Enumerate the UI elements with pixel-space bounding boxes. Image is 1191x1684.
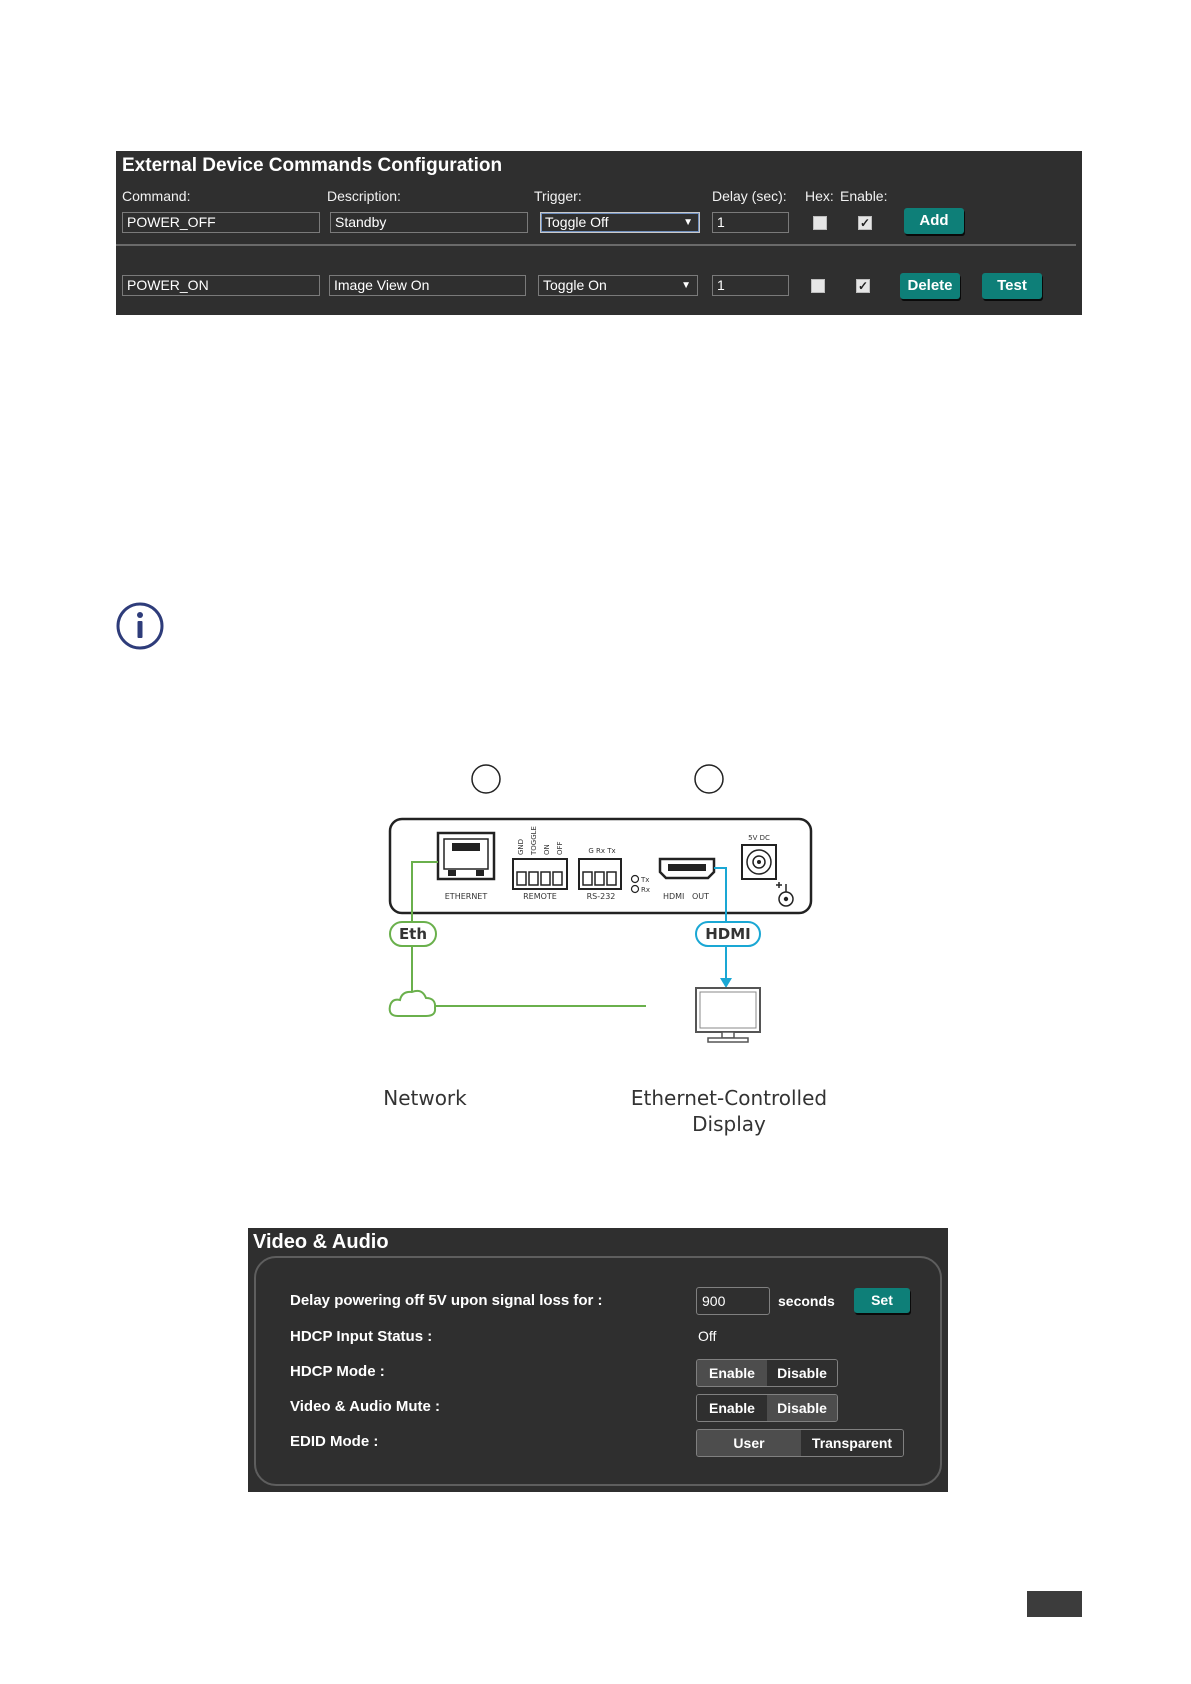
rs232-pin-labels: G Rx Tx bbox=[588, 847, 616, 855]
hdcp-mode-label: HDCP Mode : bbox=[290, 1363, 385, 1380]
new-command-input[interactable]: POWER_OFF bbox=[122, 212, 320, 233]
mute-toggle[interactable] bbox=[696, 1394, 838, 1422]
hdcp-status-label: HDCP Input Status : bbox=[290, 1328, 433, 1345]
panel-title: Video & Audio bbox=[253, 1231, 389, 1253]
delay-header: Delay (sec): bbox=[712, 188, 787, 204]
hdmi-out-label: HDMI OUT bbox=[662, 892, 710, 901]
remote-pin-on: ON bbox=[543, 844, 551, 855]
trigger-header: Trigger: bbox=[534, 188, 582, 204]
enable-checkbox[interactable]: ✓ bbox=[857, 279, 869, 293]
ethernet-port-label: ETHERNET bbox=[444, 892, 488, 901]
hdcp-mode-enable[interactable]: Enable bbox=[697, 1360, 767, 1386]
tx-label: Tx bbox=[641, 876, 650, 884]
rx-led-icon bbox=[632, 886, 639, 893]
hdcp-mode-toggle[interactable] bbox=[696, 1359, 838, 1387]
edid-mode-toggle[interactable] bbox=[696, 1429, 904, 1457]
video-audio-panel bbox=[248, 1228, 948, 1492]
edid-mode-transparent[interactable]: Transparent bbox=[801, 1430, 903, 1456]
hex-header: Hex: bbox=[805, 188, 834, 204]
description-header: Description: bbox=[327, 188, 401, 204]
remote-port-label: REMOTE bbox=[523, 892, 557, 901]
row-divider bbox=[116, 244, 1076, 246]
page-number-box bbox=[1027, 1591, 1082, 1617]
remote-pin-gnd: GND bbox=[517, 838, 525, 855]
enable-header: Enable: bbox=[840, 188, 888, 204]
display-icon bbox=[696, 988, 760, 1042]
display-label-line2: Display bbox=[692, 1112, 766, 1136]
delay-input[interactable]: 900 bbox=[696, 1287, 770, 1315]
remote-pin-off: OFF bbox=[556, 841, 564, 855]
new-description-input[interactable]: Standby bbox=[330, 212, 528, 233]
add-button[interactable]: Add bbox=[904, 208, 964, 234]
panel-title: External Device Commands Configuration bbox=[122, 155, 503, 176]
hdcp-mode-disable[interactable]: Disable bbox=[767, 1360, 837, 1386]
callout-circle-1 bbox=[472, 765, 500, 793]
new-hex-checkbox[interactable] bbox=[813, 216, 827, 230]
ethernet-port-icon bbox=[438, 833, 494, 879]
new-trigger-select[interactable] bbox=[540, 212, 700, 233]
external-device-commands-panel bbox=[116, 151, 1082, 315]
remote-terminal-icon bbox=[513, 859, 567, 889]
edid-mode-user[interactable]: User bbox=[697, 1430, 801, 1456]
connection-diagram bbox=[360, 760, 840, 1140]
info-icon bbox=[115, 601, 165, 651]
mute-enable[interactable]: Enable bbox=[697, 1395, 767, 1421]
description-input[interactable]: Image View On bbox=[329, 275, 526, 296]
hdmi-tag-label: HDMI bbox=[705, 925, 751, 943]
mute-disable[interactable]: Disable bbox=[767, 1395, 837, 1421]
diagram-graphic bbox=[360, 760, 840, 1140]
edid-mode-label: EDID Mode : bbox=[290, 1433, 379, 1450]
hex-checkbox[interactable] bbox=[811, 279, 825, 293]
dropdown-arrow-icon: ▼ bbox=[683, 217, 693, 228]
new-delay-input[interactable]: 1 bbox=[712, 212, 789, 233]
delay-input[interactable]: 1 bbox=[712, 275, 789, 296]
rx-label: Rx bbox=[641, 886, 651, 894]
command-input[interactable]: POWER_ON bbox=[122, 275, 320, 296]
rs232-terminal-icon bbox=[579, 859, 621, 889]
trigger-select[interactable] bbox=[538, 275, 698, 296]
delay-label: Delay powering off 5V upon signal loss for : bbox=[290, 1292, 603, 1309]
power-jack-icon bbox=[742, 845, 776, 879]
remote-pin-toggle: TOGGLE bbox=[530, 826, 538, 855]
eth-tag-label: Eth bbox=[398, 925, 428, 943]
hdcp-status-value: Off bbox=[698, 1328, 717, 1344]
delay-unit: seconds bbox=[778, 1293, 835, 1309]
mute-label: Video & Audio Mute : bbox=[290, 1398, 440, 1415]
new-enable-checkbox[interactable]: ✓ bbox=[859, 216, 871, 230]
set-button[interactable]: Set bbox=[854, 1288, 910, 1313]
rs232-port-label: RS-232 bbox=[586, 892, 616, 901]
display-label-line1: Ethernet-Controlled bbox=[630, 1086, 828, 1110]
dropdown-arrow-icon: ▼ bbox=[681, 280, 691, 291]
power-label: 5V DC bbox=[748, 834, 770, 842]
callout-circle-2 bbox=[695, 765, 723, 793]
cloud-icon bbox=[390, 991, 435, 1016]
hdmi-port-icon bbox=[660, 859, 714, 878]
network-label: Network bbox=[383, 1086, 467, 1110]
delete-button[interactable]: Delete bbox=[900, 273, 960, 299]
new-trigger-value: Toggle Off bbox=[545, 214, 609, 230]
command-header: Command: bbox=[122, 188, 191, 204]
tx-led-icon bbox=[632, 876, 639, 883]
hdmi-arrow-icon bbox=[720, 978, 732, 988]
test-button[interactable]: Test bbox=[982, 273, 1042, 299]
trigger-value: Toggle On bbox=[543, 277, 607, 293]
